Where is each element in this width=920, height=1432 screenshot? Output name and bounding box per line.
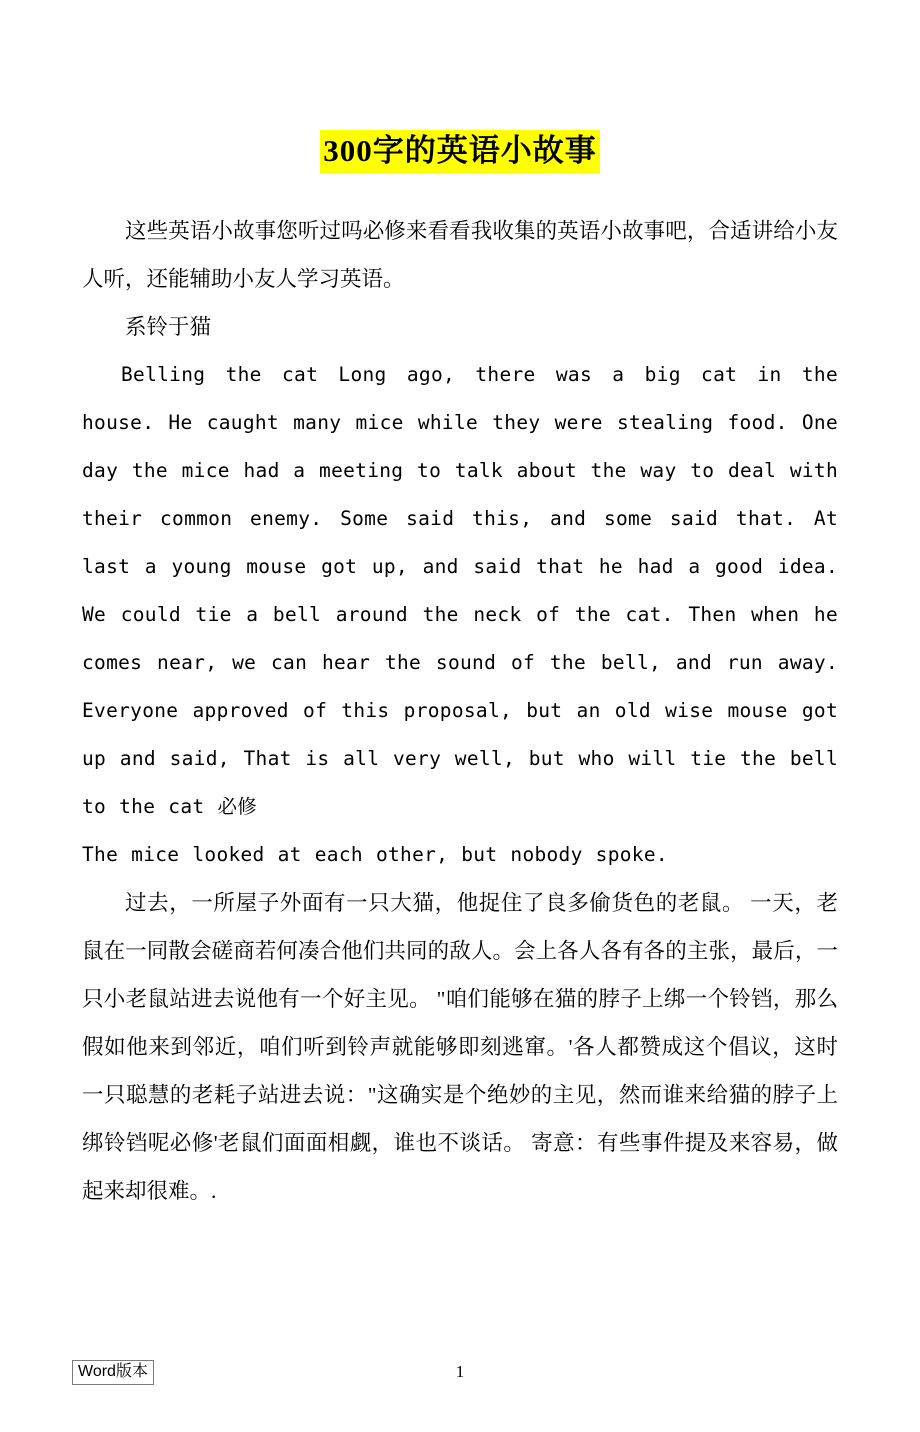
page-footer — [0, 1360, 920, 1390]
document-page — [0, 130, 920, 1432]
intro-paragraph: 这些英语小故事您听过吗必修来看看我收集的英语小故事吧，合适讲给小友人听，还能辅助小友人学习英语。 — [82, 218, 838, 291]
english-story-paragraph: Belling the cat Long ago, there was a big cat in the house. He caught many mice while they were stealing food. One day the mice had a meeting to talk about the way to deal with their common enemy. Some said this, and some said that. At last a young mouse got up, and said that he had a good idea. We could tie a bell around the neck of the cat. Then when he comes near, we can hear the sound of the bell, and run away. Everyone approved of this proposal, but an old wise mouse got up and said, That is all very well, but who will tie the bell to the cat 必修 — [82, 362, 838, 818]
watermark-label: Word版本 — [72, 1360, 154, 1385]
english-story-paragraph-2: The mice looked at each other, but nobody spoke. — [82, 842, 668, 866]
chinese-translation-paragraph: 过去，一所屋子外面有一只大猫，他捉住了良多偷货色的老鼠。 一天，老鼠在一同散会磋商若何凑合他们共同的敌人。会上各人各有各的主张，最后，一只小老鼠站进去说他有一个好主见。 "咱们能够在猫的脖子上绑一个铃铛，那么假如他来到邻近，咱们听到铃声就能够即刻逃窜。'各人都赞成这个倡议，这时一只聪慧的老耗子站进去说："这确实是个绝妙的主见，然而谁来给猫的脖子上绑铃铛呢必修'老鼠们面面相觑，谁也不谈话。 寄意：有些事件提及来容易，做起来却很难。. — [82, 890, 838, 1203]
page-number: 1 — [455, 1362, 465, 1381]
page-title: 300字的英语小故事 — [320, 130, 600, 173]
title-container — [82, 130, 838, 173]
section-subheading: 系铃于猫 — [125, 314, 212, 339]
